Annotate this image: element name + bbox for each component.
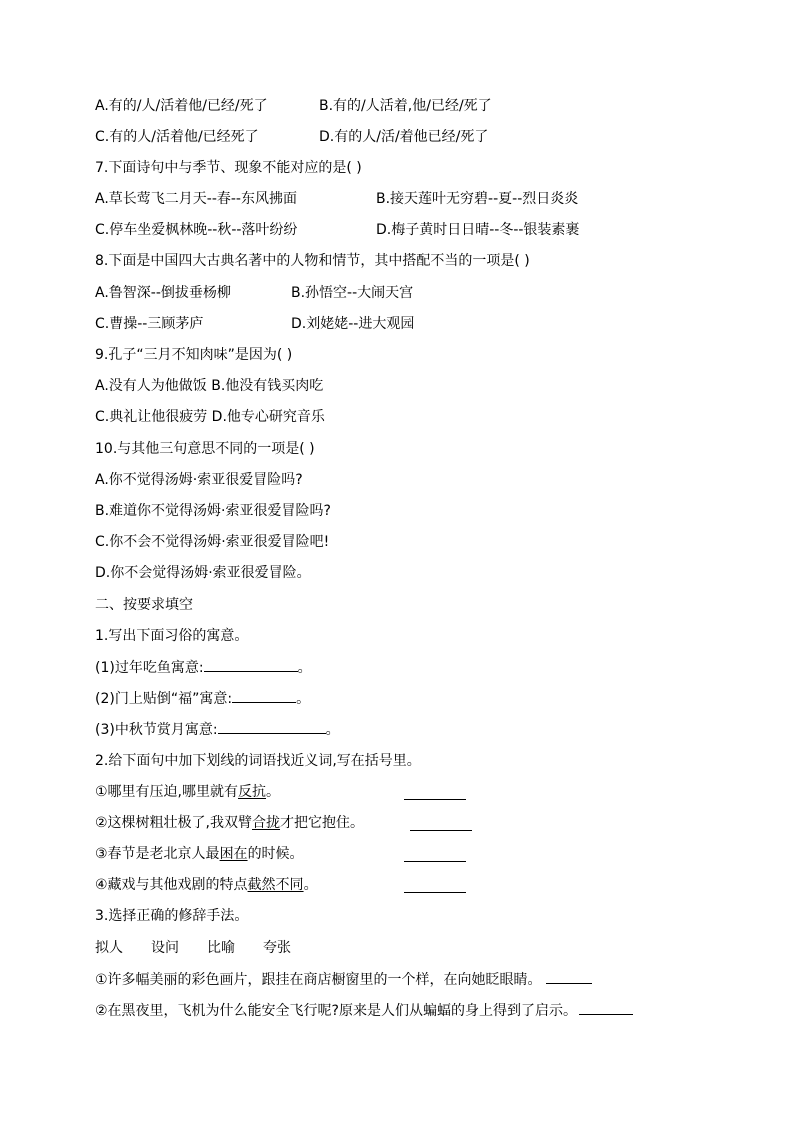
part2-sentence-3 <box>95 844 304 864</box>
part2-underlined-word-2: 合拢 <box>252 815 281 831</box>
q8-option-d: D.刘姥姥--进大观园 <box>291 316 415 332</box>
q7-option-d: D.梅子黄时日日晴--冬--银装素裹 <box>376 222 580 238</box>
part2-sentence-4-text: ④藏戏与其他戏剧的特点 <box>95 877 248 893</box>
part1-item-1-blank[interactable] <box>204 657 298 672</box>
q10-option-d: D.你不会觉得汤姆·索亚很爱冒险。 <box>95 565 311 581</box>
part3-sentence-2-text: ②在黑夜里，飞机为什么能安全飞行呢?原来是人们从蝙蝠的身上得到了启示。 <box>95 1003 577 1019</box>
part3-answer-blank-2[interactable] <box>579 1000 633 1015</box>
part2-answer-blank-3[interactable] <box>404 845 466 862</box>
part3-answer-blank-1[interactable] <box>546 969 592 984</box>
part2-answer-blank-2[interactable] <box>410 814 472 831</box>
rhetoric-choice-hyperbole: 夸张 <box>263 940 291 956</box>
part2-sentence-2-text: ②这棵树粗壮极了,我双臂 <box>95 815 253 831</box>
part2-sentence-2 <box>95 813 364 833</box>
part1-item-3-end: 。 <box>325 722 340 738</box>
part3-sentence-1 <box>95 969 592 989</box>
q10-option-a: A.你不觉得汤姆·索亚很爱冒险吗? <box>95 472 303 488</box>
q9-stem: 9.孔子“三月不知肉味”是因为( ) <box>95 347 293 363</box>
q7-stem: 7.下面诗句中与季节、现象不能对应的是( ) <box>95 160 362 176</box>
q6-option-b: B.有的/人活着,他/已经/死了 <box>319 98 492 114</box>
part3-stem: 3.选择正确的修辞手法。 <box>95 908 249 924</box>
part2-underlined-word-4: 截然不同 <box>247 877 304 893</box>
part1-item-2-end: 。 <box>296 691 311 707</box>
part2-sentence-1-end: 。 <box>266 784 281 800</box>
q8-option-c: C.曹操--三顾茅庐 <box>95 316 204 332</box>
part1-item-2 <box>95 688 310 708</box>
part1-item-2-label: (2)门上贴倒“福”寓意: <box>95 691 233 707</box>
part1-item-1-end: 。 <box>297 660 312 676</box>
q9-options-cd: C.典礼让他很疲劳 D.他专心研究音乐 <box>95 409 325 425</box>
part2-sentence-1 <box>95 782 280 802</box>
q6-option-c: C.有的人/活着他/已经死了 <box>95 129 259 145</box>
part2-answer-blank-4[interactable] <box>404 876 466 893</box>
part1-item-1-label: (1)过年吃鱼寓意: <box>95 660 204 676</box>
part3-sentence-1-text: ①许多幅美丽的彩色画片，跟挂在商店橱窗里的一个样，在向她眨眼睛。 <box>95 972 542 988</box>
q10-option-c: C.你不会不觉得汤姆·索亚很爱冒险吧! <box>95 534 330 550</box>
part1-item-3-blank[interactable] <box>218 719 326 734</box>
part3-sentence-2 <box>95 1000 633 1020</box>
part1-item-2-blank[interactable] <box>232 688 296 703</box>
part2-sentence-4-end: 。 <box>303 877 318 893</box>
q9-options-ab: A.没有人为他做饭 B.他没有钱买肉吃 <box>95 378 324 394</box>
q8-option-a: A.鲁智深--倒拔垂杨柳 <box>95 285 231 301</box>
part1-item-3 <box>95 719 340 739</box>
q7-option-c: C.停车坐爱枫林晚--秋--落叶纷纷 <box>95 222 298 238</box>
section-title: 二、按要求填空 <box>95 597 193 613</box>
part2-underlined-word-3: 困在 <box>219 846 248 862</box>
rhetoric-choice-metaphor: 比喻 <box>207 940 235 956</box>
rhetoric-choice-personification: 拟人 <box>95 940 123 956</box>
q8-option-b: B.孙悟空--大闹天宫 <box>291 285 414 301</box>
part1-stem: 1.写出下面习俗的寓意。 <box>95 628 249 644</box>
part2-stem: 2.给下面句中加下划线的词语找近义词,写在括号里。 <box>95 753 421 769</box>
part2-sentence-1-text: ①哪里有压迫,哪里就有 <box>95 784 239 800</box>
part2-sentence-3-text: ③春节是老北京人最 <box>95 846 220 862</box>
part2-underlined-word-1: 反抗 <box>238 784 267 800</box>
q6-option-d: D.有的人/活/着他已经/死了 <box>319 129 489 145</box>
part2-answer-blank-1[interactable] <box>404 783 466 800</box>
q6-option-a: A.有的/人/活着他/已经/死了 <box>95 98 268 114</box>
q7-option-b: B.接天莲叶无穷碧--夏--烈日炎炎 <box>376 191 579 207</box>
part2-sentence-3-end: 的时候。 <box>247 846 304 862</box>
q10-option-b: B.难道你不觉得汤姆·索亚很爱冒险吗? <box>95 503 331 519</box>
rhetoric-choice-rhetorical-question: 设问 <box>151 940 179 956</box>
q8-stem: 8.下面是中国四大古典名著中的人物和情节，其中搭配不当的一项是( ) <box>95 253 530 269</box>
part1-item-1 <box>95 657 312 677</box>
part2-sentence-2-end: 才把它抱住。 <box>280 815 365 831</box>
part2-sentence-4 <box>95 875 318 895</box>
part1-item-3-label: (3)中秋节赏月寓意: <box>95 722 218 738</box>
q10-stem: 10.与其他三句意思不同的一项是( ) <box>95 441 315 457</box>
q7-option-a: A.草长莺飞二月天--春--东风拂面 <box>95 191 297 207</box>
